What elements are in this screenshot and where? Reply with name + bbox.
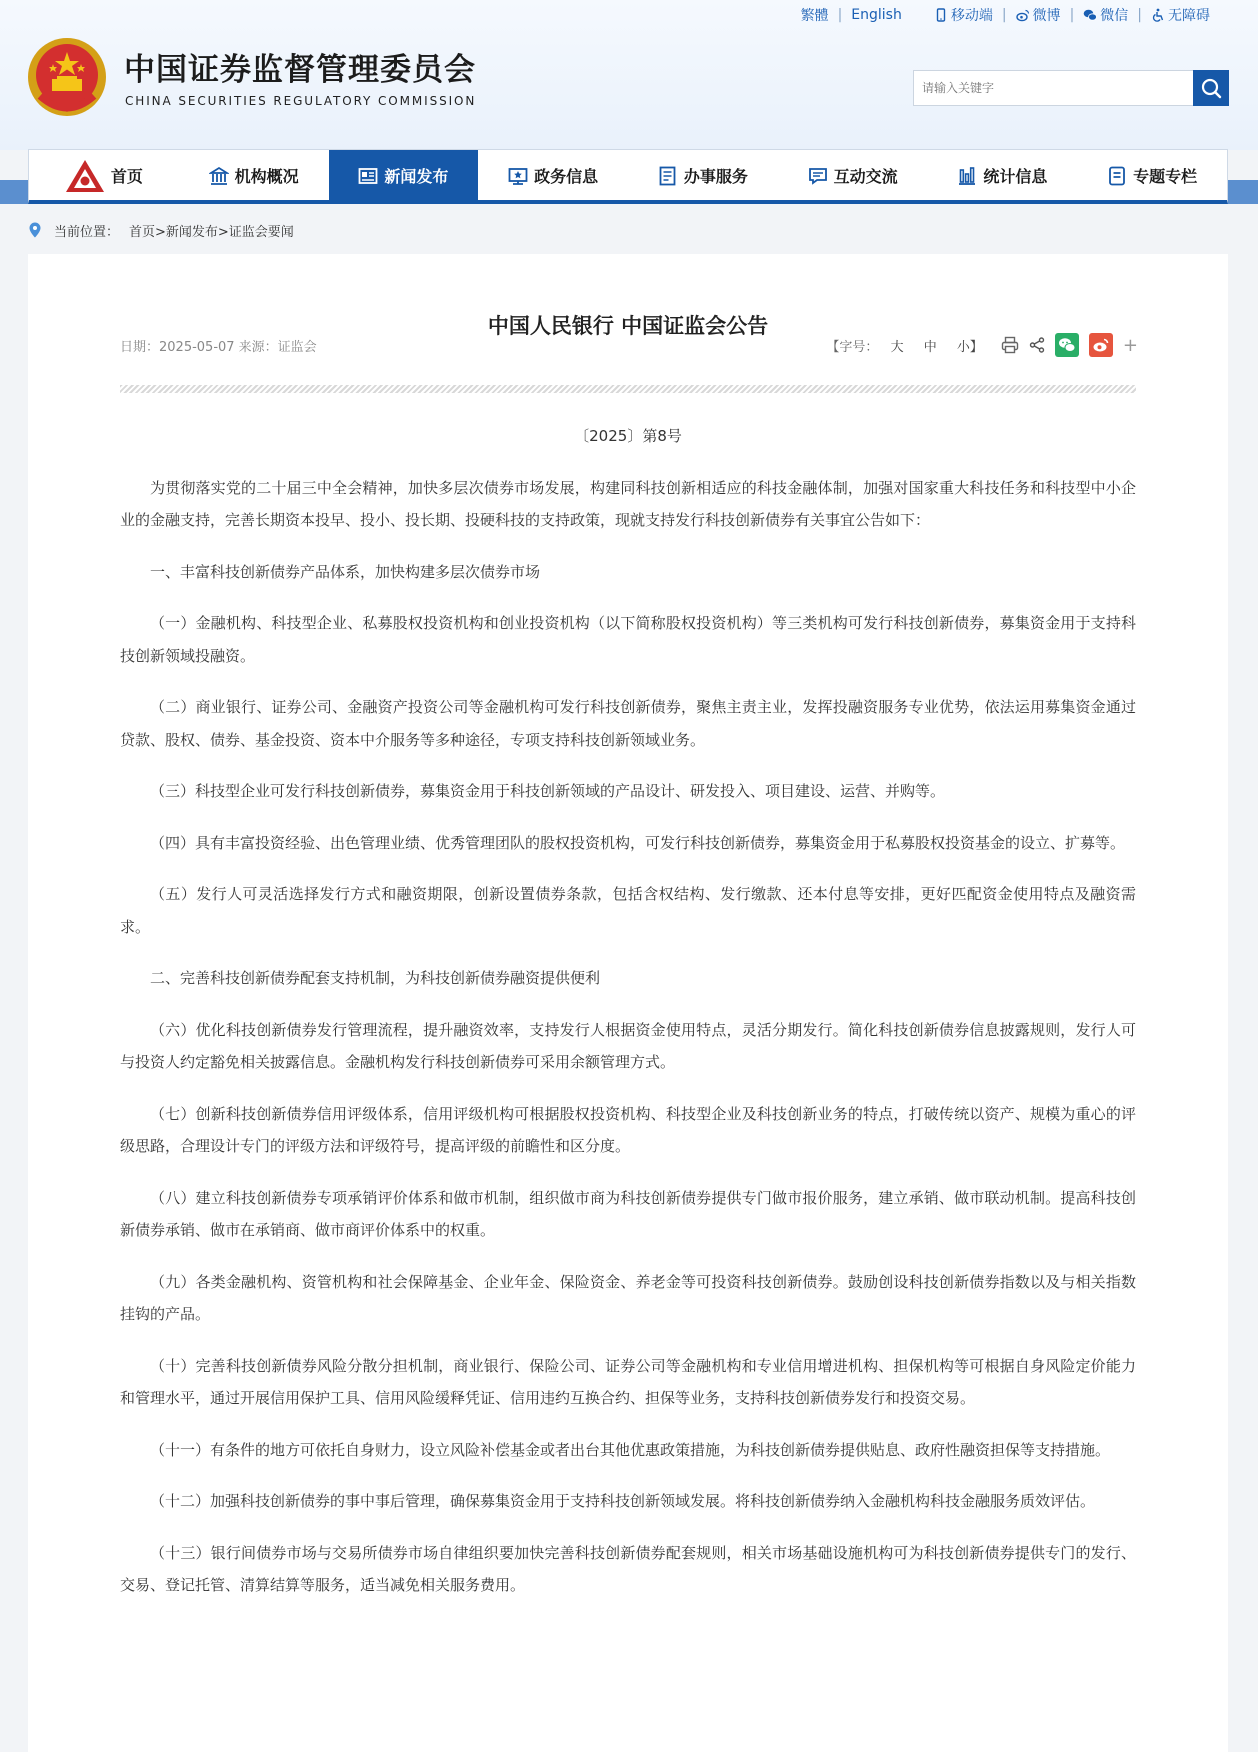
paragraph: （七）创新科技创新债券信用评级体系，信用评级机构可根据股权投资机构、科技型企业及科技创新业务的特点，打破传统以资产、规模为重心的评级思路，合理设计专门的评级方法和评级符号，提高评级的前瞻性和区分度。 <box>120 1104 1136 1155</box>
search-button[interactable] <box>1193 70 1229 106</box>
font-size-small[interactable]: 小】 <box>956 339 983 355</box>
wechat-share-button[interactable] <box>1055 333 1079 357</box>
news-icon <box>358 166 378 186</box>
font-size-control <box>826 336 990 355</box>
location-pin-icon <box>28 222 42 238</box>
nav-topics[interactable] <box>1077 150 1227 201</box>
article-card <box>28 254 1228 1752</box>
gov-info-icon <box>508 166 528 186</box>
national-emblem-logo <box>26 36 108 118</box>
search-box <box>913 70 1229 106</box>
paragraph: （四）具有丰富投资经验、出色管理业绩、优秀管理团队的股权投资机构，可发行科技创新债券，募集资金用于私募股权投资基金的设立、扩募等。 <box>150 833 1126 852</box>
paragraph: （十二）加强科技创新债券的事中事后管理，确保募集资金用于支持科技创新领域发展。将科技创新债券纳入金融机构科技金融服务质效评估。 <box>150 1492 1096 1510</box>
mobile-link[interactable] <box>934 5 993 25</box>
mobile-label: 移动端 <box>950 8 993 24</box>
print-icon[interactable] <box>1001 336 1019 354</box>
wechat-label: 微信 <box>1100 8 1129 24</box>
main-nav <box>28 149 1228 204</box>
wechat-icon <box>1083 8 1097 22</box>
stats-icon <box>957 166 977 186</box>
site-title: 中国证券监督管理委员会 <box>124 52 476 88</box>
nav-label: 政务信息 <box>534 167 599 186</box>
article-meta: 日期：2025-05-07 来源：证监会 <box>120 340 317 355</box>
institution-icon <box>209 166 229 186</box>
topic-icon <box>1107 166 1127 186</box>
paragraph: （二）商业银行、证券公司、金融资产投资公司等金融机构可发行科技创新债券，聚焦主责主业，发挥投融资服务专业优势，依法运用募集资金通过贷款、股权、债券、基金投资、资本中介服务等多种途径，专项支持科技创新领域业务。 <box>120 698 1136 749</box>
nav-label: 互动交流 <box>833 167 898 186</box>
traditional-chinese-link[interactable]: 繁體 <box>800 8 829 24</box>
top-utility-bar <box>801 4 1210 26</box>
separator: | <box>1137 7 1142 23</box>
accessibility-label: 无障碍 <box>1168 8 1210 24</box>
font-size-label: 【字号： <box>826 339 879 355</box>
nav-institution[interactable] <box>179 150 329 201</box>
mobile-icon <box>934 8 948 22</box>
paragraph: 为贯彻落实党的二十届三中全会精神，加快多层次债券市场发展，构建同科技创新相适应的科技金融体制，加强对国家重大科技任务和科技型中小企业的金融支持，完善长期资本投早、投小、投长期、投硬科技的支持政策，现就支持发行科技创新债券有关事宜公告如下： <box>120 478 1136 529</box>
section-heading: 一、丰富科技创新债券产品体系，加快构建多层次债券市场 <box>150 562 541 581</box>
separator: | <box>1069 7 1075 23</box>
accessibility-icon <box>1151 8 1165 22</box>
weibo-icon <box>1016 8 1030 22</box>
share-icon[interactable] <box>1029 337 1045 353</box>
paragraph: （十）完善科技创新债券风险分散分担机制，商业银行、保险公司、证券公司等金融机构和专业信用增进机构、担保机构等可根据自身风险定价能力和管理水平，通过开展信用保护工具、信用风险缓释凭证、信用违约互换合约、担保等业务，支持科技创新债券发行和投资交易。 <box>120 1356 1136 1407</box>
search-icon <box>1200 77 1222 99</box>
nav-home[interactable] <box>29 150 179 201</box>
document-number: 〔2025〕第8号 <box>574 427 682 445</box>
nav-statistics[interactable] <box>928 150 1078 201</box>
paragraph: （八）建立科技创新债券专项承销评价体系和做市机制，组织做市商为科技创新债券提供专门做市报价服务，建立承销、做市联动机制。提高科技创新债券承销、做市在承销商、做市商评价体系中的权重。 <box>120 1188 1136 1239</box>
paragraph: （三）科技型企业可发行科技创新债券，募集资金用于科技创新领域的产品设计、研发投入、项目建设、运营、并购等。 <box>150 782 946 800</box>
article-title: 中国人民银行 中国证监会公告 <box>487 314 769 338</box>
breadcrumb-path[interactable]: 首页>新闻发布>证监会要闻 <box>129 224 294 240</box>
breadcrumb-label: 当前位置： <box>54 224 120 240</box>
wechat-link[interactable] <box>1083 5 1128 25</box>
nav-label: 首页 <box>110 167 143 186</box>
font-size-large[interactable]: 大 <box>890 339 904 355</box>
nav-label: 专题专栏 <box>1133 167 1198 186</box>
separator: | <box>1001 7 1007 23</box>
separator: | <box>837 7 843 23</box>
title-divider <box>120 385 1136 393</box>
nav-service[interactable] <box>628 150 778 201</box>
more-share-button[interactable]: + <box>1122 334 1138 356</box>
nav-label: 机构概况 <box>234 167 299 186</box>
breadcrumb <box>28 220 294 240</box>
paragraph: （十三）银行间债券市场与交易所债券市场自律组织要加快完善科技创新债券配套规则，相关市场基础设施机构可为科技创新债券提供专门的发行、交易、登记托管、清算结算等服务，适当减免相关服务费用。 <box>120 1543 1136 1594</box>
weibo-link[interactable] <box>1016 5 1061 25</box>
article-body <box>120 420 1136 1621</box>
accessibility-link[interactable] <box>1151 5 1210 25</box>
search-input[interactable] <box>913 70 1193 106</box>
home-logo-icon <box>65 159 105 193</box>
nav-news[interactable] <box>329 150 479 201</box>
paragraph: （六）优化科技创新债券发行管理流程，提升融资效率，支持发行人根据资金使用特点，灵活分期发行。简化科技创新债券信息披露规则，发行人可与投资人约定豁免相关披露信息。金融机构发行科技创新债券可采用余额管理方式。 <box>120 1020 1136 1071</box>
article-toolbar <box>826 332 1138 358</box>
weibo-label: 微博 <box>1032 8 1061 24</box>
nav-label: 统计信息 <box>983 167 1048 186</box>
service-icon <box>658 166 678 186</box>
site-subtitle: CHINA SECURITIES REGULATORY COMMISSION <box>125 94 477 108</box>
weibo-icon <box>1092 337 1110 353</box>
section-heading: 二、完善科技创新债券配套支持机制，为科技创新债券融资提供便利 <box>150 969 601 987</box>
font-size-medium[interactable]: 中 <box>923 339 937 355</box>
nav-gov-info[interactable] <box>478 150 628 201</box>
paragraph: （五）发行人可灵活选择发行方式和融资期限，创新设置债券条款，包括含权结构、发行缴款、还本付息等安排，更好匹配资金使用特点及融资需求。 <box>120 885 1136 936</box>
chat-icon <box>808 166 828 186</box>
nav-label: 新闻发布 <box>384 167 449 186</box>
paragraph: （十一）有条件的地方可依托自身财力，设立风险补偿基金或者出台其他优惠政策措施，为科技创新债券提供贴息、政府性融资担保等支持措施。 <box>150 1440 1111 1459</box>
nav-interaction[interactable] <box>778 150 928 201</box>
nav-label: 办事服务 <box>683 167 748 186</box>
paragraph: （一）金融机构、科技型企业、私募股权投资机构和创业投资机构（以下简称股权投资机构）等三类机构可发行科技创新债券，募集资金用于支持科技创新领域投融资。 <box>120 614 1136 665</box>
paragraph: （九）各类金融机构、资管机构和社会保障基金、企业年金、保险资金、养老金等可投资科技创新债券。鼓励创设科技创新债券指数以及与相关指数挂钩的产品。 <box>120 1272 1136 1323</box>
wechat-icon <box>1058 337 1076 353</box>
weibo-share-button[interactable] <box>1089 333 1113 357</box>
english-link[interactable]: English <box>851 7 902 23</box>
